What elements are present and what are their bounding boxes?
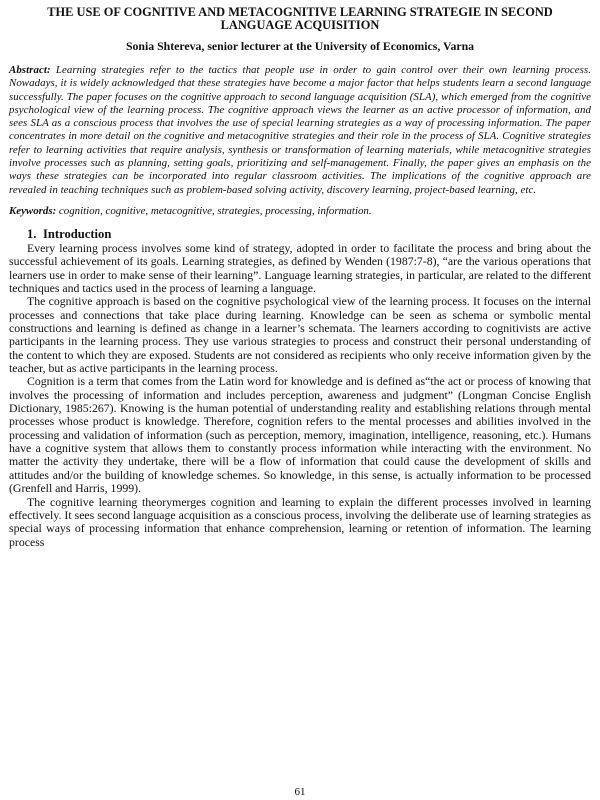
abstract (9, 64, 591, 197)
keywords-label: Keywords: (9, 204, 57, 217)
abstract-label: Abstract: (9, 64, 51, 76)
section-heading (27, 227, 591, 241)
paper-title: THE USE OF COGNITIVE AND METACOGNITIVE LEARNING STRATEGIE IN SECOND LANGUAGE ACQUISITION (47, 5, 553, 32)
paragraph-2: The cognitive approach is based on the cognitive psychological view of the learning process. It focuses on the internal processes and connections that take place during learning. Knowledge can be seen as schema or symbolic mental constructions and learning is defined as change in a learner’s schemata. The learners according to cognitivists are active participants in the learning process. They use various strategies to process and construct their personal understanding of the content to which they are exposed. Students are not considered as recipients who only receive information given by the teacher, but as active participants in the learning process. (9, 294, 591, 376)
paragraph-3: Cognition is a term that comes from the Latin word for knowledge and is defined as“the act or process of knowing that involves the processing of information and includes perception, awareness and judgment” (Longman Concise English Dictionary, 1985:267). Knowing is the human potential of understanding reality and establishing relations through mental processes whose product is knowledge. Therefore, cognition refers to the mental processes and abilities involved in the processing and validation of information (such as perception, memory, imagination, intelligence, reasoning, etc.). Humans have a cognitive system that allows them to constantly process information while interacting with the environment. No matter the activity they undertake, there will be a flow of information that could cause the development of skills and attitudes and/or the building of knowledge schemes. So knowledge, in this sense, is actually information to be processed (Grenfell and Harris, 1999). (9, 374, 591, 496)
paragraph-4: The cognitive learning theorymerges cognition and learning to explain the different processes involved in learning effectively. It sees second language acquisition as a conscious process, involving the deliberate use of learning strategies as special ways of processing information that enhance comprehension, learning or retention of information. The learning process (9, 494, 591, 549)
section-title: Introduction (43, 226, 112, 241)
section-number: 1. (27, 226, 37, 241)
author-line: Sonia Shtereva, senior lecturer at the University of Economics, Varna (125, 39, 475, 53)
page-number: 61 (294, 786, 306, 798)
keywords (9, 205, 591, 218)
keywords-text: cognition, cognitive, metacognitive, strategies, processing, information. (56, 204, 372, 217)
paragraph-1: Every learning process involves some kind of strategy, adopted in order to facilitate the process and bring about the successful achievement of its goals. Learning strategies, as defined by Wenden (1987:7-8), “are the various operations that learners use in order to make sense of their learning”. Language learning strategies, in particular, are related to the different techniques and tactics used in the process of learning a language. (9, 240, 591, 295)
abstract-text: Learning strategies refer to the tactics that people use in order to gain control over their own learning process. Nowadays, it is widely acknowledged that these strategies have become a major factor that helps students learn a second language successfully. The paper focuses on the cognitive approach to second language acquisition (SLA), which emerged from the cognitive psychological view of the learning process. The cognitive approach views the learner as an active processor of information, and sees SLA as a conscious process that involves the use of special learning strategies as a way of processing information. The paper concentrates in more detail on the cognitive and metacognitive strategies and their role in the process of SLA. Cognitive strategies refer to learning activities that require analysis, synthesis or transformation of learning materials, while metacognitive strategies involve processes such as planning, setting goals, prioritizing and self-management. Finally, the paper gives an emphasis on the ways these strategies can be incorporated into regular classroom activities. The implications of the cognitive approach are revealed in teaching techniques such as problem-based solving activity, discovery learning, project-based learning, etc. (9, 64, 591, 196)
